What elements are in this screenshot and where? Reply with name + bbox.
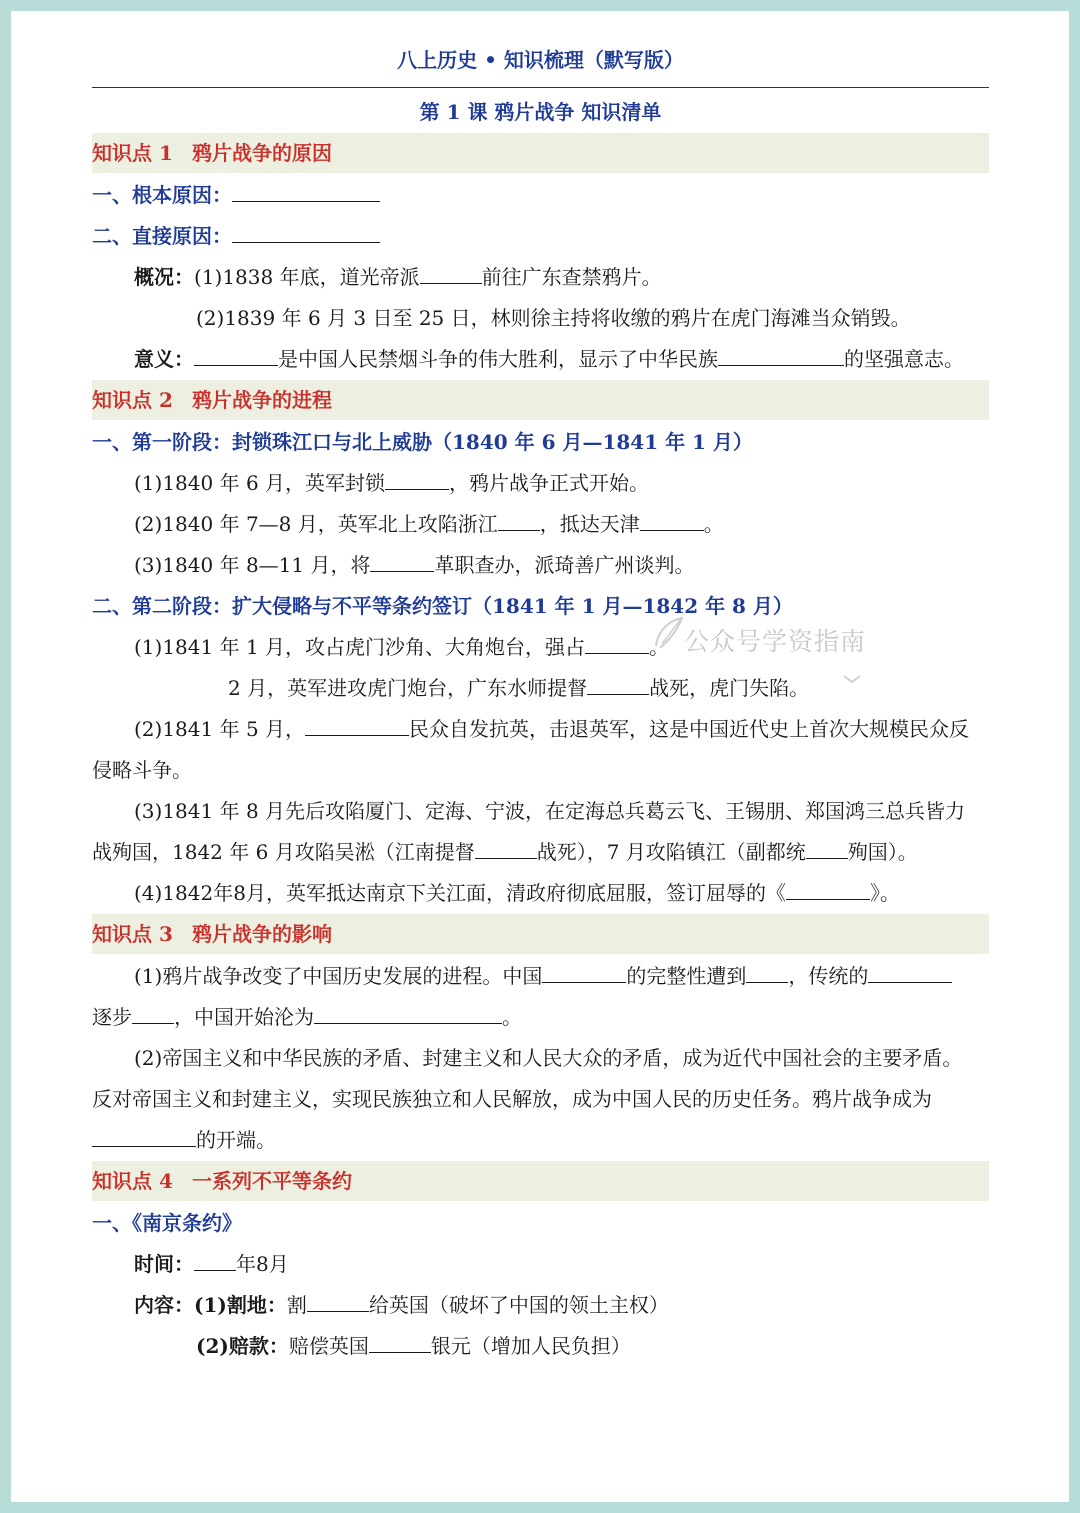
content-label: 内容： xyxy=(134,1293,194,1317)
kp4-heading xyxy=(92,1161,989,1201)
kp1-overview-2: (2)1839 年 6 月 3 日至 25 日，林则徐主持将收缴的鸦片在虎门海滩当众销毁。 xyxy=(196,306,911,330)
blank[interactable] xyxy=(585,633,649,654)
text: 前往广东查禁鸦片。 xyxy=(481,265,662,289)
blank[interactable] xyxy=(232,181,380,202)
title-divider xyxy=(92,87,989,88)
kp1-significance xyxy=(134,345,964,373)
kp4-nanjing-heading: 一、《南京条约》 xyxy=(92,1211,242,1235)
kp1-heading xyxy=(92,133,989,173)
kp2-item xyxy=(134,510,724,538)
blank[interactable] xyxy=(420,263,482,284)
direct-cause-label: 二、直接原因： xyxy=(92,224,232,248)
kp3-item: (2)帝国主义和中华民族的矛盾、封建主义和人民大众的矛盾，成为近代中国社会的主要矛盾。 xyxy=(134,1046,963,1070)
text: 。 xyxy=(703,512,724,536)
text: 割 xyxy=(286,1293,307,1317)
kp2-number: 知识点 2 xyxy=(92,388,173,412)
blank[interactable] xyxy=(305,715,409,736)
text: 民众自发抗英，击退英军，这是中国近代史上首次大规模民众反 xyxy=(409,717,970,741)
kp2-item xyxy=(134,551,694,579)
kp2-item: (3)1841 年 8 月先后攻陷厦门、定海、宁波，在定海总兵葛云飞、王锡朋、郑国鸿三总兵皆力 xyxy=(134,799,966,823)
text: 赔偿英国 xyxy=(288,1334,369,1358)
blank[interactable] xyxy=(369,1332,431,1353)
blank[interactable] xyxy=(370,551,434,572)
text: 殉国）。 xyxy=(847,840,918,864)
blank[interactable] xyxy=(587,674,649,695)
root-cause-label: 一、根本原因： xyxy=(92,183,232,207)
lesson-title: 第 1 课 鸦片战争 知识清单 xyxy=(419,100,662,124)
watermark xyxy=(648,608,888,688)
blank[interactable] xyxy=(806,838,848,859)
text: (2)1841 年 5 月， xyxy=(134,717,306,741)
text: 给英国（破坏了中国的领土主权） xyxy=(368,1293,669,1317)
text: (1)鸦片战争改变了中国历史发展的进程。中国 xyxy=(134,964,543,988)
text: 》。 xyxy=(869,881,900,905)
time-label: 时间： xyxy=(134,1252,194,1276)
text: (2)1840 年 7—8 月，英军北上攻陷浙江 xyxy=(134,512,498,536)
blank[interactable] xyxy=(475,838,537,859)
text: (1)1841 年 1 月，攻占虎门沙角、大角炮台，强占 xyxy=(134,635,586,659)
blank[interactable] xyxy=(132,1003,174,1024)
blank[interactable] xyxy=(542,962,626,983)
blank[interactable] xyxy=(194,1250,236,1271)
blank[interactable] xyxy=(498,510,540,531)
text: 。 xyxy=(649,635,670,659)
kp4-title: 一系列不平等条约 xyxy=(192,1169,352,1193)
text: 的完整性遭到 xyxy=(626,964,747,988)
text: 革职查办，派琦善广州谈判。 xyxy=(434,553,695,577)
kp3-item-cont xyxy=(92,1126,276,1154)
blank[interactable] xyxy=(385,469,449,490)
watermark-text: 公众号学资指南 xyxy=(684,627,867,656)
kp3-heading xyxy=(92,914,989,954)
kp2-item-cont: 侵略斗争。 xyxy=(92,758,192,782)
blank[interactable] xyxy=(307,1291,369,1312)
blank[interactable] xyxy=(786,879,870,900)
blank[interactable] xyxy=(640,510,704,531)
blank[interactable] xyxy=(232,222,380,243)
text: 战死，虎门失陷。 xyxy=(649,676,810,700)
text: (1)1838 年底，道光帝派 xyxy=(194,265,420,289)
kp3-item xyxy=(134,962,952,990)
text: 战死），7 月攻陷镇江（副都统 xyxy=(536,840,806,864)
text: (4)1842年8月，英军抵达南京下关江面，清政府彻底屈服，签订屈辱的《 xyxy=(134,881,786,905)
blank[interactable] xyxy=(718,345,844,366)
kp2-item xyxy=(134,715,969,743)
text: ，中国开始沦为 xyxy=(174,1005,314,1029)
text: 。 xyxy=(502,1005,522,1029)
kp3-number: 知识点 3 xyxy=(92,922,173,946)
text: 的坚强意志。 xyxy=(844,347,964,371)
kp2-stage2-heading: 二、第二阶段：扩大侵略与不平等条约签订（1841 年 1 月—1842 年 8 月） xyxy=(92,594,793,618)
kp4-content-2 xyxy=(196,1332,631,1360)
kp4-content-1 xyxy=(134,1291,669,1319)
text: 战殉国，1842 年 6 月攻陷吴淞（江南提督 xyxy=(92,840,475,864)
kp4-number: 知识点 4 xyxy=(92,1169,173,1193)
blank[interactable] xyxy=(314,1003,502,1024)
kp2-item-cont xyxy=(92,838,918,866)
kp2-title: 鸦片战争的进程 xyxy=(192,388,332,412)
kp1-root-cause xyxy=(92,181,380,209)
kp4-time xyxy=(134,1250,289,1278)
kp2-item xyxy=(134,633,669,661)
kp1-overview-1 xyxy=(134,263,662,291)
document-title: 八上历史 • 知识梳理（默写版） xyxy=(397,48,684,72)
text: (1)1840 年 6 月，英军封锁 xyxy=(134,471,386,495)
text: 2 月，英军进攻虎门炮台，广东水师提督 xyxy=(228,676,588,700)
cession-label: (1)割地： xyxy=(194,1293,287,1317)
kp3-item-cont xyxy=(92,1003,522,1031)
text: ，鸦片战争正式开始。 xyxy=(449,471,650,495)
kp1-direct-cause xyxy=(92,222,380,250)
overview-label: 概况： xyxy=(134,265,194,289)
text: 的开端。 xyxy=(196,1128,276,1152)
text: ，抵达天津 xyxy=(539,512,640,536)
kp2-item xyxy=(134,469,649,497)
blank[interactable] xyxy=(868,962,952,983)
kp2-item xyxy=(134,879,900,907)
text: 逐步 xyxy=(92,1005,132,1029)
kp3-item-cont: 反对帝国主义和封建主义，实现民族独立和人民解放，成为中国人民的历史任务。鸦片战争成为 xyxy=(92,1087,932,1111)
blank[interactable] xyxy=(92,1126,196,1147)
text: ，传统的 xyxy=(788,964,869,988)
significance-label: 意义： xyxy=(134,347,194,371)
blank[interactable] xyxy=(746,962,788,983)
blank[interactable] xyxy=(194,345,278,366)
text: 是中国人民禁烟斗争的伟大胜利，显示了中华民族 xyxy=(278,347,718,371)
kp1-number: 知识点 1 xyxy=(92,141,173,165)
kp2-heading xyxy=(92,380,989,420)
text: 银元（增加人民负担） xyxy=(430,1334,631,1358)
kp2-stage1-heading: 一、第一阶段：封锁珠江口与北上威胁（1840 年 6 月—1841 年 1 月） xyxy=(92,430,753,454)
text: (3)1840 年 8—11 月，将 xyxy=(134,553,371,577)
text: 年8月 xyxy=(236,1252,289,1276)
indemnity-label: (2)赔款： xyxy=(196,1334,289,1358)
kp1-title: 鸦片战争的原因 xyxy=(192,141,332,165)
kp3-title: 鸦片战争的影响 xyxy=(192,922,332,946)
